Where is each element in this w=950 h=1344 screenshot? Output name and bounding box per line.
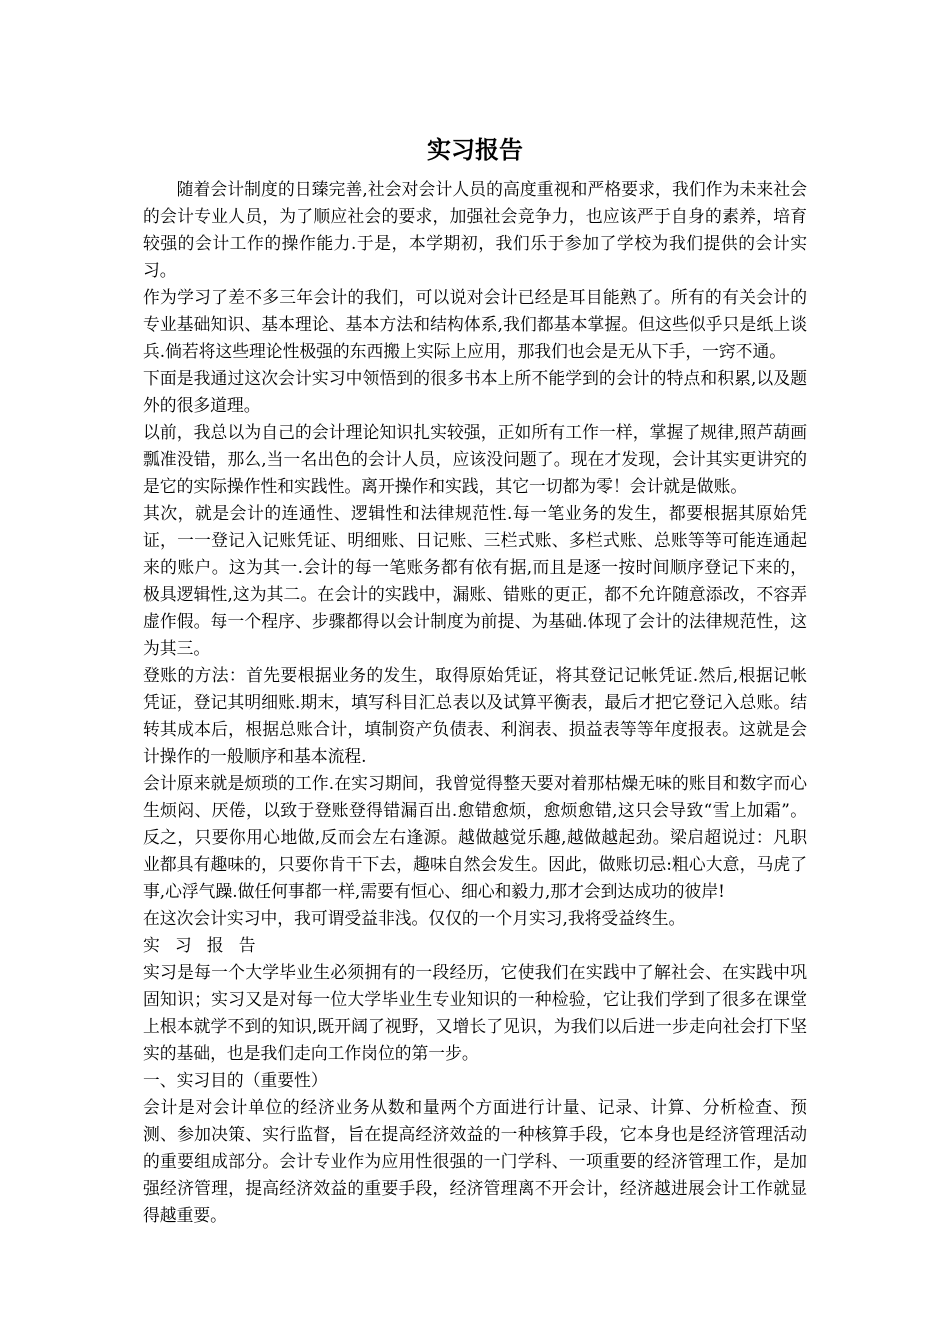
section-heading: 实习报告: [143, 935, 271, 955]
paragraph: 以前，我总以为自己的会计理论知识扎实较强，正如所有工作一样，掌握了规律,照芦葫画瓢准没错，那么,当一名出色的会计人员，应该没问题了。现在才发现，会计其实更讲究的是它的实际操作性和实践性。离开操作和实践，其它一切都为零！会计就是做账。: [143, 422, 807, 496]
paragraph: 会计是对会计单位的经济业务从数和量两个方面进行计量、记录、计算、分析检查、预测、参加决策、实行监督，旨在提高经济效益的一种核算手段，它本身也是经济管理活动的重要组成部分。会计专业作为应用性很强的一门学科、一项重要的经济管理工作，是加强经济管理，提高经济效益的重要手段，经济管理离不开会计，经济越进展会计工作就显得越重要。: [143, 1097, 807, 1225]
paragraph: 作为学习了差不多三年会计的我们，可以说对会计已经是耳目能熟了。所有的有关会计的专业基础知识、基本理论、基本方法和结构体系,我们都基本掌握。但这些似乎只是纸上谈兵.倘若将这些理论性极强的东西搬上实际上应用，那我们也会是无从下手，一窍不通。: [143, 287, 807, 361]
paragraph: 实习是每一个大学毕业生必须拥有的一段经历，它使我们在实践中了解社会、在实践中巩固知识；实习又是对每一位大学毕业生专业知识的一种检验，它让我们学到了很多在课堂上根本就学不到的知识,既开阔了视野，又增长了见识，为我们以后进一步走向社会打下坚实的基础，也是我们走向工作岗位的第一步。: [143, 962, 807, 1063]
document-body: [143, 176, 807, 1229]
paragraph-intro: 随着会计制度的日臻完善,社会对会计人员的高度重视和严格要求，我们作为未来社会的会计专业人员，为了顺应社会的要求，加强社会竞争力，也应该严于自身的素养，培育较强的会计工作的操作能力.于是，本学期初，我们乐于参加了学校为我们提供的会计实习。: [143, 179, 807, 280]
subsection-heading: 一、实习目的（重要性）: [143, 1070, 328, 1090]
paragraph: 下面是我通过这次会计实习中领悟到的很多书本上所不能学到的会计的特点和积累,以及题外的很多道理。: [143, 368, 807, 415]
document-title: 实习报告: [427, 136, 523, 164]
paragraph: 其次，就是会计的连通性、逻辑性和法律规范性.每一笔业务的发生，都要根据其原始凭证，一一登记入记账凭证、明细账、日记账、三栏式账、多栏式账、总账等等可能连通起来的账户。这为其一.会计的每一笔账务都有依有据,而且是逐一按时间顺序登记下来的，极具逻辑性,这为其二。在会计的实践中，漏账、错账的更正，都不允许随意添改，不容弄虚作假。每一个程序、步骤都得以会计制度为前提、为基础.体现了会计的法律规范性，这为其三。: [143, 503, 807, 658]
paragraph: 会计原来就是烦琐的工作.在实习期间，我曾觉得整天要对着那枯燥无味的账目和数字而心生烦闷、厌倦，以致于登账登得错漏百出.愈错愈烦，愈烦愈错,这只会导致“雪上加霜”。反之，只要你用心地做,反而会左右逢源。越做越觉乐趣,越做越起劲。梁启超说过：凡职业都具有趣味的，只要你肯干下去，趣味自然会发生。因此，做账切忌:粗心大意，马虎了事,心浮气躁.做任何事都一样,需要有恒心、细心和毅力,那才会到达成功的彼岸!: [143, 773, 807, 901]
paragraph: 在这次会计实习中，我可谓受益非浅。仅仅的一个月实习,我将受益终生。: [143, 908, 686, 928]
paragraph: 登账的方法：首先要根据业务的发生，取得原始凭证，将其登记记帐凭证.然后,根据记帐凭证，登记其明细账.期末，填写科目汇总表以及试算平衡表，最后才把它登记入总账。结转其成本后，根据总账合计，填制资产负债表、利润表、损益表等等年度报表。这就是会计操作的一般顺序和基本流程.: [143, 665, 807, 766]
